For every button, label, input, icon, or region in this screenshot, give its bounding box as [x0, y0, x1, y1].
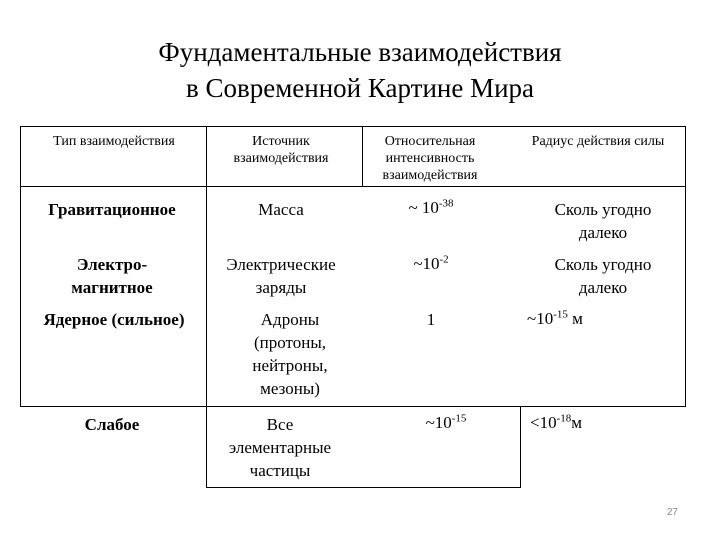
row-4-source: Все элементарные частицы [228, 415, 332, 480]
row-3-type: Ядерное (сильное) [43, 310, 185, 329]
table-row-divider [20, 406, 686, 407]
header-type: Тип взаимодействия [53, 134, 175, 149]
row-2-radius: Сколь угодно далеко [554, 255, 652, 297]
table-border-left [20, 126, 21, 407]
page-title [0, 34, 720, 106]
interactions-table [20, 126, 686, 488]
title-line-2: в Современной Картине Мира [185, 73, 535, 103]
row-3-radius: $\sim 10^{-15}$ м [527, 308, 583, 328]
table-border-bottom [206, 487, 520, 488]
row-2-intensity: $\sim 10^{-2}$ [413, 253, 449, 273]
row-4-intensity: $\sim 10^{-15}$ [425, 412, 467, 432]
title-line-1: Фундаментальные взаимодействия [158, 37, 562, 67]
table-border-right [685, 126, 686, 407]
row-4-radius: $<10^{-18}м$ [529, 412, 583, 432]
page-number: 27 [666, 507, 678, 518]
table-border-top [20, 126, 686, 127]
row-1-source: Масса [258, 200, 304, 219]
row-2-source: Электрические заряды [226, 255, 336, 297]
row-4-type: Слабое [84, 415, 140, 434]
row-3-intensity: 1 [426, 310, 436, 329]
row-2-type: Электро-магнитное [71, 255, 153, 297]
row-1-intensity: ~ $10^{-38}$ [408, 197, 454, 217]
header-source: Источник взаимодействия [233, 134, 329, 166]
header-intensity: Относительная интенсивность взаимодействия [382, 134, 478, 183]
table-header-divider [20, 186, 686, 187]
header-radius: Радиус действия силы [531, 134, 665, 149]
row-1-type: Гравитационное [48, 200, 176, 219]
row-3-source: Адроны (протоны, нейтроны, мезоны) [252, 310, 328, 398]
row-1-radius: Сколь угодно далеко [554, 200, 652, 242]
table-col-divider-1 [206, 126, 207, 488]
